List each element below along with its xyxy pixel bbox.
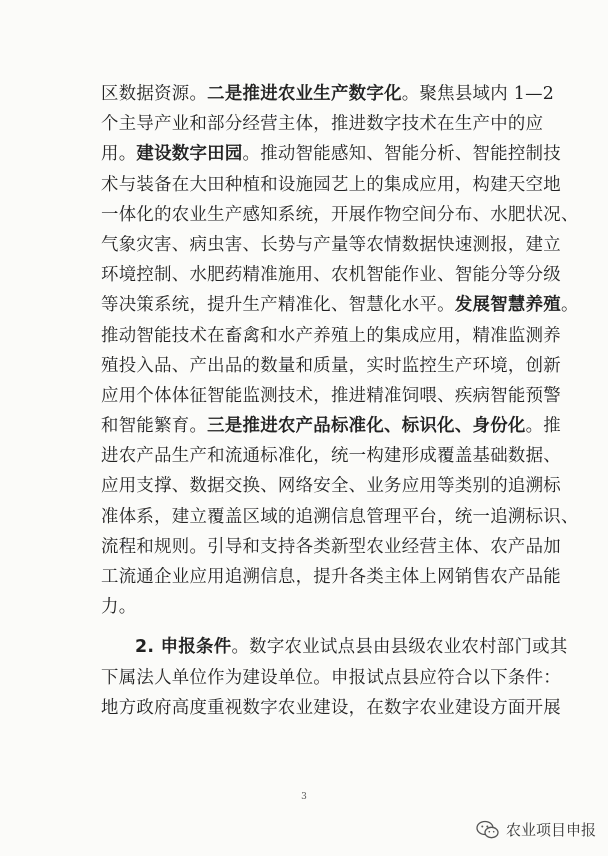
watermark-text: 农业项目申报 [505,821,596,839]
text-line [101,471,561,501]
page-number: 3 [301,792,307,802]
text-run: 推动智能技术在畜禽和水产养殖上的集成应用，精准监测养 [101,325,561,346]
text-line [101,532,561,562]
text-line [101,562,561,592]
text-line [101,321,561,351]
bold-phrase: 二是推进农业生产数字化 [207,84,402,104]
text-line [101,109,544,139]
text-run: 应用个体体征智能监测技术，推进精准饲喂、疾病智能预警 [101,385,561,406]
body-text [101,79,579,723]
text-line [101,592,521,622]
text-run: 。聚焦县域内 1—2 [401,84,555,104]
text-run: 准体系，建立覆盖区域的追溯信息管理平台，统一追溯标识、 [101,506,579,527]
text-line [101,79,555,109]
wechat-icon [476,820,500,840]
text-run: 流程和规则。引导和支持各类新型农业经营主体、农产品加 [101,536,561,557]
text-line [101,260,561,290]
text-line [101,139,561,169]
text-line [101,502,579,532]
text-run: 环境控制、水肥药精准施用、农机智能作业、智能分等分级 [101,265,561,286]
text-run: 用。 [101,144,137,165]
text-run: 。 [560,295,579,316]
watermark [476,819,596,840]
text-run: 工流通企业应用追溯信息，提升各类主体上网销售农产品能 [101,567,561,587]
text-run: 术与装备在大田种植和设施园艺上的集成应用，构建天空地 [101,174,561,195]
text-line [101,230,561,260]
text-run: 个主导产业和部分经营主体，推进数字技术在生产中的应 [101,114,544,135]
text-line [101,381,561,411]
text-run: 。数字农业试点县由县级农业农村部门或其 [231,637,568,658]
text-line [101,290,579,320]
text-line [101,441,561,471]
text-line [101,351,561,381]
text-run: 等决策系统，提升生产精准化、智慧化水平。 [101,295,455,316]
text-run: 气象灾害、病虫害、长势与产量等农情数据快速测报，建立 [101,234,561,255]
text-line [101,663,561,693]
bold-phrase: 2. 申报条件 [135,637,232,658]
bold-phrase: 三是推进农产品标准化、标识化、身份化 [207,416,526,437]
bold-phrase: 发展智慧养殖 [454,295,561,316]
text-run: 。推动智能感知、智能分析、智能控制技 [242,144,561,165]
text-line [101,170,561,200]
text-line [101,693,561,723]
text-run: 区数据资源。 [101,84,208,104]
text-run: 力。 [101,597,137,618]
text-run: 下属法人单位作为建设单位。申报试点县应符合以下条件： [101,667,561,688]
text-run: 应用支撑、数据交换、网络安全、业务应用等类别的追溯标 [101,476,561,497]
bold-phrase: 建设数字田园 [136,144,243,165]
text-run: 殖投入品、产出品的数量和质量，实时监控生产环境，创新 [101,355,561,376]
text-run: 地方政府高度重视数字农业建设，在数字农业建设方面开展 [101,697,561,718]
text-line [101,632,568,662]
text-run: 和智能繁育。 [101,416,208,437]
paragraph-gap [101,622,521,632]
text-line [101,200,579,230]
text-run: 进农产品生产和流通标准化，统一构建形成覆盖基础数据、 [101,446,561,467]
text-run: 一体化的农业生产感知系统，开展作物空间分布、水肥状况、 [101,204,579,225]
text-line [101,411,561,441]
text-run: 。推 [525,416,561,437]
